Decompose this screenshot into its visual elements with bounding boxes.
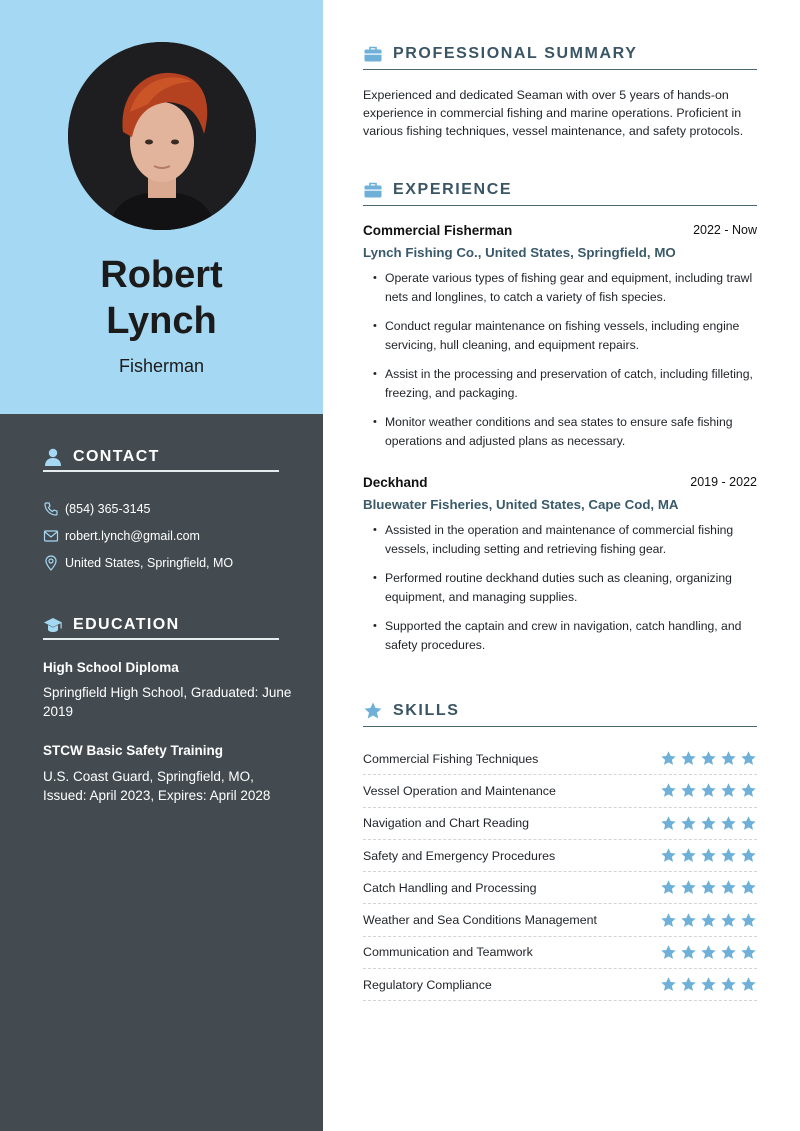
star-icon bbox=[700, 912, 717, 929]
education-item-title: STCW Basic Safety Training bbox=[43, 743, 224, 758]
briefcase-icon bbox=[363, 180, 383, 200]
star-icon bbox=[660, 912, 677, 929]
skill-name: Vessel Operation and Maintenance bbox=[363, 783, 556, 798]
star-icon bbox=[720, 944, 737, 961]
job-bullet: • Conduct regular maintenance on fishing vessels, including engine servicing, hull cleaning, and equipment repairs. bbox=[363, 317, 773, 355]
job-bullet: • Supported the captain and crew in navigation, catch handling, and safety procedures. bbox=[363, 617, 773, 655]
star-icon bbox=[660, 782, 677, 799]
profile-header bbox=[0, 0, 323, 414]
location-pin-icon bbox=[43, 555, 59, 571]
portrait-image bbox=[68, 42, 256, 230]
education-item-title: High School Diploma bbox=[43, 660, 179, 675]
skill-rating bbox=[660, 976, 757, 993]
star-icon bbox=[700, 879, 717, 896]
star-icon bbox=[680, 976, 697, 993]
job-dates: 2019 - 2022 bbox=[690, 475, 757, 489]
star-icon bbox=[680, 750, 697, 767]
skill-rating bbox=[660, 944, 757, 961]
skill-name: Catch Handling and Processing bbox=[363, 880, 537, 895]
skill-rating bbox=[660, 912, 757, 929]
skill-rating bbox=[660, 750, 757, 767]
graduation-cap-icon bbox=[43, 615, 63, 635]
job-bullet: • Assist in the processing and preservation of catch, including filleting, freezing, and packaging. bbox=[363, 365, 773, 403]
star-icon bbox=[740, 912, 757, 929]
skill-name: Commercial Fishing Techniques bbox=[363, 751, 539, 766]
name-last: Lynch bbox=[106, 300, 217, 342]
skill-row bbox=[363, 840, 757, 872]
star-icon bbox=[660, 976, 677, 993]
skill-rating bbox=[660, 782, 757, 799]
job-dates: 2022 - Now bbox=[693, 223, 757, 237]
star-icon bbox=[680, 912, 697, 929]
job-company: Lynch Fishing Co., United States, Springfield, MO bbox=[363, 245, 676, 260]
skill-name: Weather and Sea Conditions Management bbox=[363, 913, 597, 928]
sidebar bbox=[0, 0, 323, 1131]
summary-heading bbox=[363, 38, 757, 70]
briefcase-icon bbox=[363, 44, 383, 64]
star-icon bbox=[660, 847, 677, 864]
star-icon bbox=[700, 976, 717, 993]
star-icon bbox=[740, 944, 757, 961]
star-icon bbox=[680, 815, 697, 832]
star-icon bbox=[740, 815, 757, 832]
experience-heading bbox=[363, 174, 757, 206]
education-item-detail: Springfield High School, Graduated: June 2019 bbox=[43, 685, 292, 719]
name-first: Robert bbox=[100, 254, 223, 296]
skills-heading bbox=[363, 695, 757, 727]
contact-location bbox=[43, 555, 233, 571]
job-role: Commercial Fisherman bbox=[363, 223, 513, 238]
skill-row bbox=[363, 904, 757, 936]
job-bullets bbox=[363, 269, 773, 461]
star-icon bbox=[700, 847, 717, 864]
star-icon bbox=[700, 782, 717, 799]
contact-email[interactable] bbox=[43, 528, 200, 544]
skill-name: Regulatory Compliance bbox=[363, 977, 492, 992]
star-icon bbox=[740, 879, 757, 896]
skill-name: Communication and Teamwork bbox=[363, 945, 533, 960]
star-icon bbox=[680, 782, 697, 799]
job-company: Bluewater Fisheries, United States, Cape Cod, MA bbox=[363, 497, 679, 512]
star-icon bbox=[660, 944, 677, 961]
job-bullets bbox=[363, 521, 773, 665]
job-role: Deckhand bbox=[363, 475, 428, 490]
skill-row bbox=[363, 872, 757, 904]
job-bullet: • Monitor weather conditions and sea states to ensure safe fishing operations and adjusted plans as necessary. bbox=[363, 413, 773, 451]
skills-heading-label: SKILLS bbox=[393, 701, 460, 719]
star-icon bbox=[720, 912, 737, 929]
skill-rating bbox=[660, 815, 757, 832]
star-icon bbox=[680, 847, 697, 864]
person-icon bbox=[43, 447, 63, 467]
job-bullet: • Operate various types of fishing gear and equipment, including trawl nets and longlines, to catch a variety of fish species. bbox=[363, 269, 773, 307]
star-icon bbox=[363, 701, 383, 721]
star-icon bbox=[720, 847, 737, 864]
contact-heading bbox=[43, 444, 279, 472]
skills-list bbox=[363, 743, 757, 1001]
star-icon bbox=[700, 944, 717, 961]
job-bullet: • Performed routine deckhand duties such as cleaning, organizing equipment, and managing supplies. bbox=[363, 569, 773, 607]
skill-row bbox=[363, 937, 757, 969]
phone-text: (854) 365-3145 bbox=[65, 502, 151, 516]
star-icon bbox=[680, 879, 697, 896]
star-icon bbox=[740, 750, 757, 767]
candidate-name bbox=[0, 252, 323, 344]
profile-photo bbox=[68, 42, 256, 230]
star-icon bbox=[660, 879, 677, 896]
phone-icon bbox=[43, 501, 59, 517]
skill-row bbox=[363, 969, 757, 1001]
star-icon bbox=[720, 782, 737, 799]
job-title: Fisherman bbox=[118, 356, 205, 376]
star-icon bbox=[740, 976, 757, 993]
experience-heading-label: EXPERIENCE bbox=[393, 180, 513, 198]
skill-rating bbox=[660, 847, 757, 864]
education-heading-label: EDUCATION bbox=[73, 616, 180, 633]
summary-text: Experienced and dedicated Seaman with over 5 years of hands-on experience in commercial fishing and marine operations. Proficient in various fishing techniques, vessel maintenance, and safety protocols. bbox=[363, 88, 744, 138]
location-text: United States, Springfield, MO bbox=[65, 556, 234, 570]
star-icon bbox=[720, 750, 737, 767]
education-item-detail: U.S. Coast Guard, Springfield, MO, Issued: April 2023, Expires: April 2028 bbox=[43, 769, 271, 803]
star-icon bbox=[700, 815, 717, 832]
contact-phone[interactable] bbox=[43, 501, 150, 517]
star-icon bbox=[720, 879, 737, 896]
summary-heading-label: PROFESSIONAL SUMMARY bbox=[393, 44, 638, 62]
skill-name: Safety and Emergency Procedures bbox=[363, 848, 556, 863]
star-icon bbox=[660, 815, 677, 832]
star-icon bbox=[740, 847, 757, 864]
email-text: robert.lynch@gmail.com bbox=[65, 529, 200, 543]
skill-row bbox=[363, 743, 757, 775]
star-icon bbox=[720, 976, 737, 993]
skill-rating bbox=[660, 879, 757, 896]
skill-name: Navigation and Chart Reading bbox=[363, 816, 530, 831]
skill-row bbox=[363, 808, 757, 840]
star-icon bbox=[660, 750, 677, 767]
contact-heading-label: CONTACT bbox=[73, 448, 160, 465]
education-heading bbox=[43, 612, 279, 640]
star-icon bbox=[740, 782, 757, 799]
star-icon bbox=[700, 750, 717, 767]
mail-icon bbox=[43, 528, 59, 544]
star-icon bbox=[720, 815, 737, 832]
job-bullet: • Assisted in the operation and maintenance of commercial fishing vessels, including setting and retrieving fishing gear. bbox=[363, 521, 773, 559]
star-icon bbox=[680, 944, 697, 961]
skill-row bbox=[363, 775, 757, 807]
